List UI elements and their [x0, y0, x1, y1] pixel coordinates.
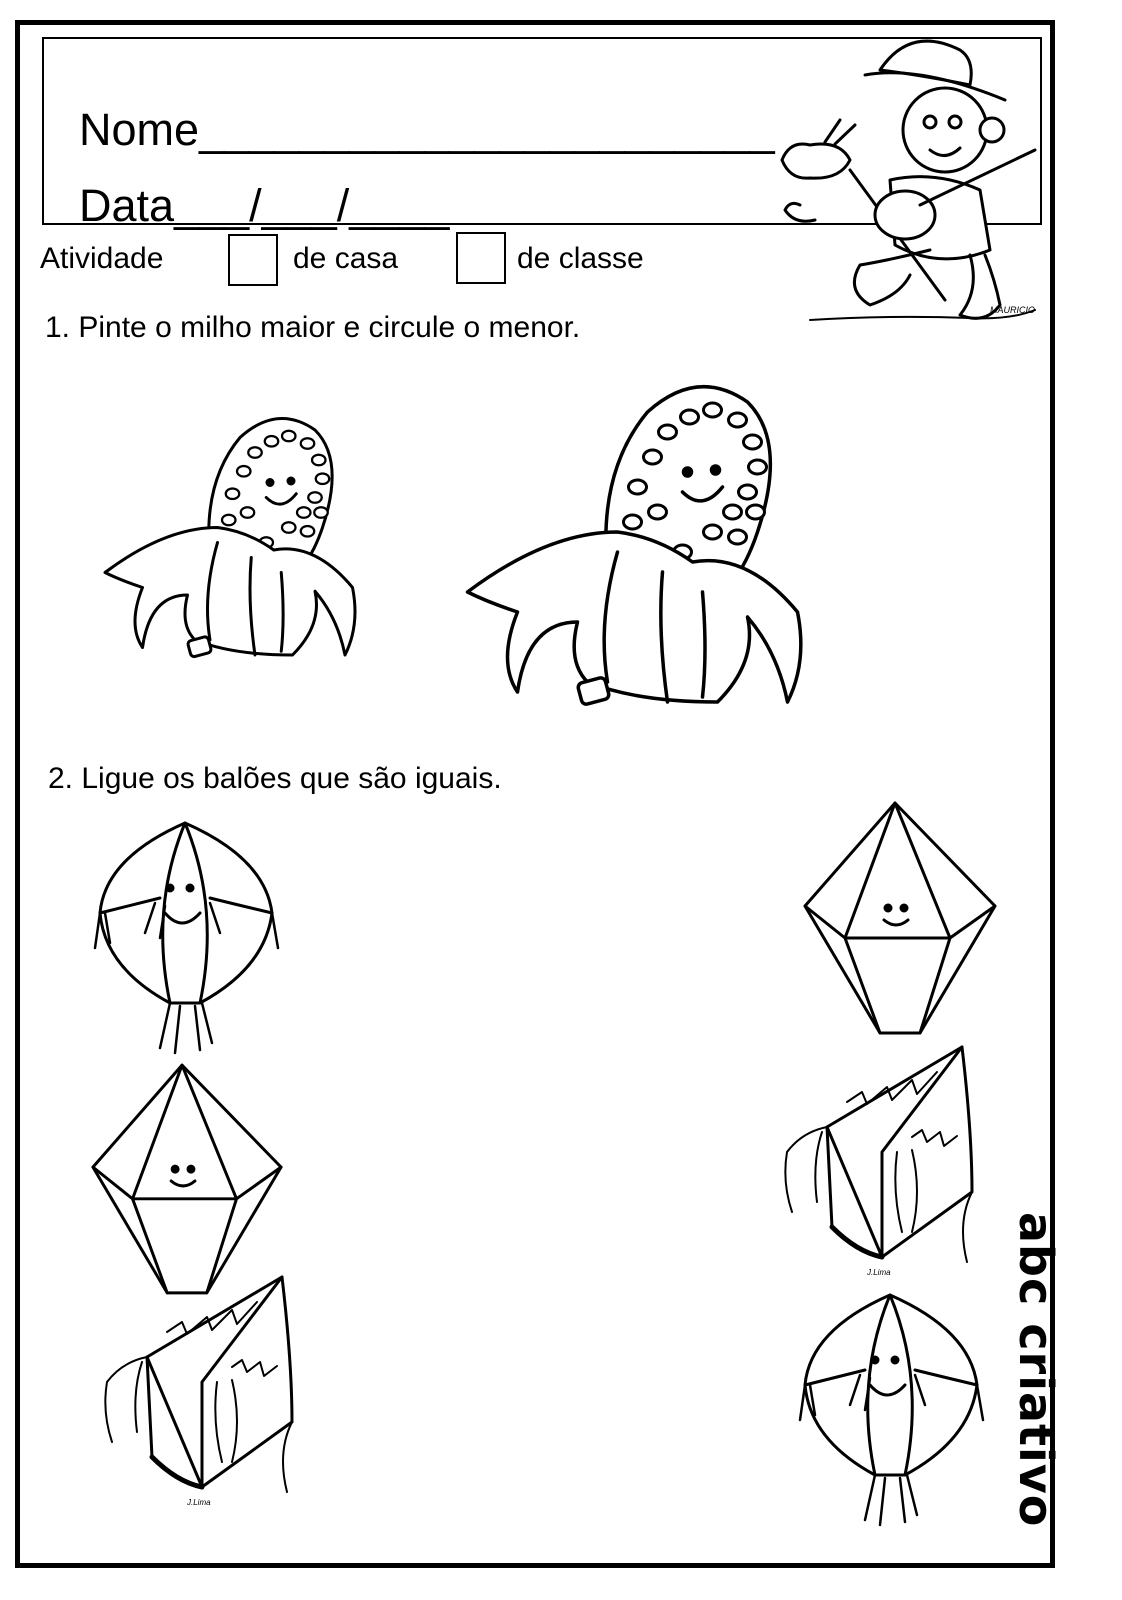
balloon-signature-right: J.Lima	[867, 1268, 891, 1277]
mascot-signature: MAURICIO	[990, 305, 1035, 315]
name-field[interactable]: _______________________	[199, 104, 775, 155]
brand-text: abc criativo	[1009, 1212, 1063, 1528]
brand-logo	[1007, 1212, 1067, 1528]
class-checkbox[interactable]	[456, 232, 506, 284]
home-option-label: de casa	[293, 242, 399, 275]
round-balloon-left[interactable]	[90, 818, 285, 1058]
balloon-signature-left: J.Lima	[187, 1498, 211, 1507]
date-label: Data	[79, 180, 175, 231]
cone-balloon-left[interactable]	[92, 1272, 307, 1512]
class-option-label: de classe	[517, 242, 644, 275]
cone-balloon-right[interactable]	[772, 1042, 987, 1282]
diamond-balloon-left[interactable]	[88, 1060, 286, 1300]
date-field[interactable]: ___/___/____	[174, 180, 450, 231]
date-row	[54, 138, 450, 231]
small-corn-illustration[interactable]	[95, 400, 370, 670]
home-checkbox[interactable]	[228, 234, 278, 286]
diamond-balloon-right[interactable]	[800, 798, 1000, 1040]
cowboy-mascot-illustration	[770, 30, 1045, 335]
activity-label: Atividade	[40, 242, 164, 275]
name-label: Nome	[79, 104, 200, 155]
question-1: 1. Pinte o milho maior e circule o menor.	[45, 311, 581, 344]
large-corn-illustration[interactable]	[455, 362, 820, 722]
question-2: 2. Ligue os balões que são iguais.	[48, 762, 502, 795]
round-balloon-right[interactable]	[795, 1290, 990, 1530]
